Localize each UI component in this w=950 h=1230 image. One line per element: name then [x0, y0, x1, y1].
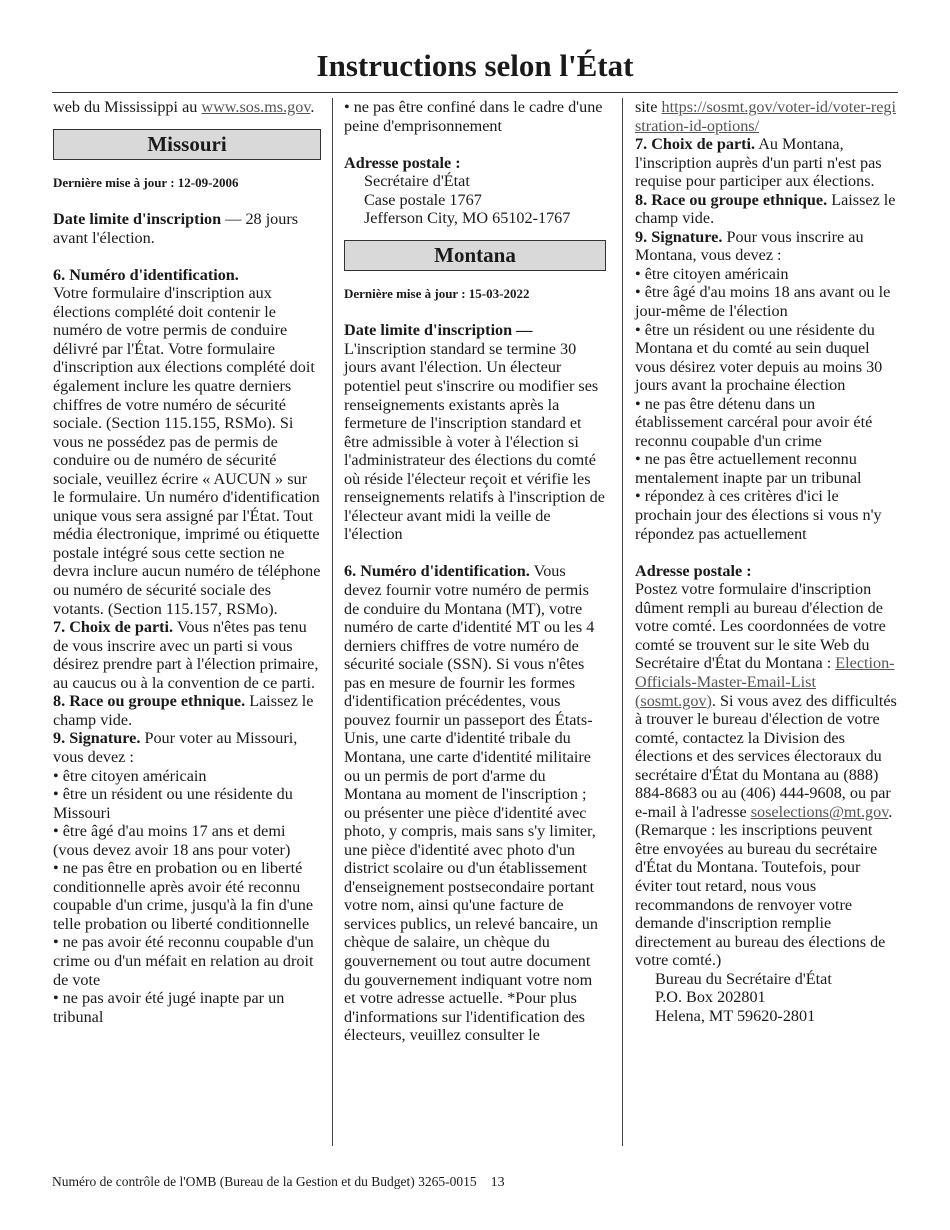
- mail-paragraph: Postez votre formulaire d'inscription dûment rempli au bureau d'élection de votre comté. Les coordonnées de votre comté se trouvent sur le site Web du Secrétaire d'État du Montana : Election-Officials-Master-Email-List (sosmt.gov). Si vous avez des difficultés à trouver le bureau d'élection de votre comté, contactez la Division des élections et des services électoraux du secrétaire d'État du Montana au (888) 884-8683 ou au (406) 444-9608, ou par e-mail à l'adresse soselections@mt.gov. (Remarque : les inscriptions peuvent être envoyées au bureau du secrétaire d'État du Montana. Toutefois, pour éviter tout retard, nous vous recommandons de renvoyer votre demande d'inscription remplie directement au bureau des élections de votre comté.): [635, 580, 897, 970]
- requirement-item: • ne pas être actuellement reconnu mentalement inapte par un tribunal: [635, 450, 862, 487]
- omb-control-number: Numéro de contrôle de l'OMB (Bureau de la Gestion et du Budget) 3265-0015: [52, 1174, 477, 1189]
- requirement-item: • être citoyen américain: [635, 264, 789, 283]
- page-number: 13: [490, 1175, 505, 1190]
- deadline-paragraph: Date limite d'inscription — 28 jours avant l'élection.: [53, 210, 299, 247]
- election-officials-link[interactable]: Election-Officials-Master-Email-List (sosmt.gov): [635, 654, 895, 710]
- requirement-item: • ne pas être confiné dans le cadre d'une peine d'emprisonnement: [344, 98, 603, 135]
- column-divider: [622, 98, 623, 1146]
- deadline-paragraph: L'inscription standard se termine 30 jours avant l'élection. Un électeur potentiel peut s'inscrire ou modifier ses renseignements existants après la fermeture de l'inscription standard et être admissible à voter à l'élection si l'administrateur des élections du comté où réside l'électeur reçoit et vérifie les renseignements relatifs à l'inscription de l'électeur avant midi la veille de l'élection: [344, 339, 605, 544]
- column-divider: [332, 98, 333, 1146]
- state-heading-missouri: Missouri: [53, 129, 321, 160]
- page-title: Instructions selon l'État: [316, 48, 634, 83]
- requirement-item: • ne pas avoir été jugé inapte par un tribunal: [53, 989, 285, 1026]
- address-line: Secrétaire d'État: [364, 172, 470, 191]
- signature-paragraph: 9. Signature. Pour voter au Missouri, vous devez :: [53, 729, 298, 766]
- requirement-item: • être un résident ou une résidente du Montana et du comté au sein duquel vous désirez voter depuis au moins 30 jours avant la prochaine élection: [635, 320, 883, 395]
- party-paragraph: 7. Choix de parti. Vous n'êtes pas tenu de vous inscrire avec un parti si vous désirez prendre part à l'élection primaire, au caucus ou à la convention de ce parti.: [53, 618, 319, 692]
- address-line: Jefferson City, MO 65102-1767: [364, 209, 571, 228]
- address-line: Bureau du Secrétaire d'État: [655, 969, 832, 988]
- page-footer: [52, 1174, 505, 1191]
- requirement-item: • être âgé d'au moins 17 ans et demi (vous devez avoir 18 ans pour voter): [53, 822, 291, 859]
- id-paragraph: 6. Numéro d'identification. Vous devez fournir votre numéro de permis de conduire du Montana (MT), votre numéro de carte d'identité MT ou les 4 derniers chiffres de votre numéro de sécurité sociale (SSN). Si vous n'êtes pas en mesure de fournir les formes d'identification précédentes, vous pouvez fournir un passeport des États-Unis, une carte d'identité tribale du Montana, une carte d'identité militaire ou un permis de port d'arme du Montana au moment de l'inscription ; ou présenter une pièce d'identité avec photo, y compris, mais sans s'y limiter, une pièce d'identité avec photo d'un district scolaire ou d'un établissement d'enseignement postsecondaire portant votre nom, ainsi qu'une facture de services publics, un relevé bancaire, un chèque de salaire, un chèque du gouvernement ou tout autre document du gouvernement indiquant votre nom et votre adresse actuelle. *Pour plus d'informations sur l'identification des électeurs, veuillez consulter le: [344, 562, 598, 1045]
- email-link[interactable]: soselections@mt.gov: [750, 802, 889, 821]
- last-updated: Dernière mise à jour : 15-03-2022: [344, 285, 530, 301]
- column-3: [635, 98, 898, 1025]
- requirement-item: • répondez à ces critères d'ici le prochain jour des élections si vous n'y répondez pas actuellement: [635, 487, 882, 543]
- address-line: P.O. Box 202801: [655, 988, 766, 1007]
- mail-heading: Adresse postale :: [344, 153, 461, 172]
- intro-paragraph: web du Mississippi au www.sos.ms.gov.: [53, 98, 315, 116]
- address-line: Helena, MT 59620-2801: [655, 1006, 816, 1025]
- last-updated: Dernière mise à jour : 12-09-2006: [53, 174, 239, 190]
- voter-id-link[interactable]: https://sosmt.gov/voter-id/voter-registration-id-options/: [635, 98, 897, 135]
- column-1: [53, 98, 321, 1026]
- id-heading: 6. Numéro d'identification.: [53, 265, 239, 284]
- requirement-item: • être âgé d'au moins 18 ans avant ou le jour-même de l'élection: [635, 283, 891, 321]
- id-paragraph: Votre formulaire d'inscription aux élections complété doit contenir le numéro de votre permis de conduire délivré par l'État. Votre formulaire d'inscription aux élections complété doit également inclure les quatre derniers chiffres de votre numéro de sécurité sociale. (Section 115.155, RSMo). Si vous ne possédez pas de permis de conduire ou de numéro de sécurité sociale, veuillez écrire « AUCUN » sur le formulaire. Un numéro d'identification unique vous sera assigné par l'État. Tout média électronique, imprimé ou étiquette postale intégré sous cette section ne devra inclure aucun numéro de téléphone ou numéro de sécurité sociale des votants. (Section 115.157, RSMo).: [53, 284, 321, 618]
- race-paragraph: 8. Race ou groupe ethnique. Laissez le champ vide.: [53, 692, 314, 729]
- race-paragraph: 8. Race ou groupe ethnique. Laissez le champ vide.: [635, 190, 896, 228]
- deadline-heading: Date limite d'inscription —: [344, 321, 533, 340]
- site-paragraph: site https://sosmt.gov/voter-id/voter-registration-id-options/: [635, 98, 897, 135]
- signature-paragraph: 9. Signature. Pour vous inscrire au Montana, vous devez :: [635, 227, 864, 265]
- address-line: Case postale 1767: [364, 190, 482, 209]
- mail-heading: Adresse postale :: [635, 561, 752, 580]
- party-paragraph: 7. Choix de parti. Au Montana, l'inscription auprès d'un parti n'est pas requise pour participer aux élections.: [635, 135, 882, 191]
- state-heading-montana: Montana: [344, 240, 606, 271]
- requirement-item: • ne pas être en probation ou en liberté conditionnelle après avoir été reconnu coupable d'un crime, jusqu'à la fin d'une telle probation ou liberté conditionnelle: [53, 859, 314, 933]
- title-divider: [52, 92, 898, 93]
- requirement-item: • être citoyen américain: [53, 766, 207, 785]
- column-2: [344, 98, 606, 1045]
- requirement-item: • ne pas être détenu dans un établissement carcéral pour avoir été reconnu coupable d'un crime: [635, 394, 873, 450]
- requirement-item: • ne pas avoir été reconnu coupable d'un crime ou d'un méfait en relation au droit de vote: [53, 933, 314, 989]
- sos-ms-link[interactable]: www.sos.ms.gov: [201, 98, 311, 116]
- requirement-item: • être un résident ou une résidente du Missouri: [53, 785, 293, 822]
